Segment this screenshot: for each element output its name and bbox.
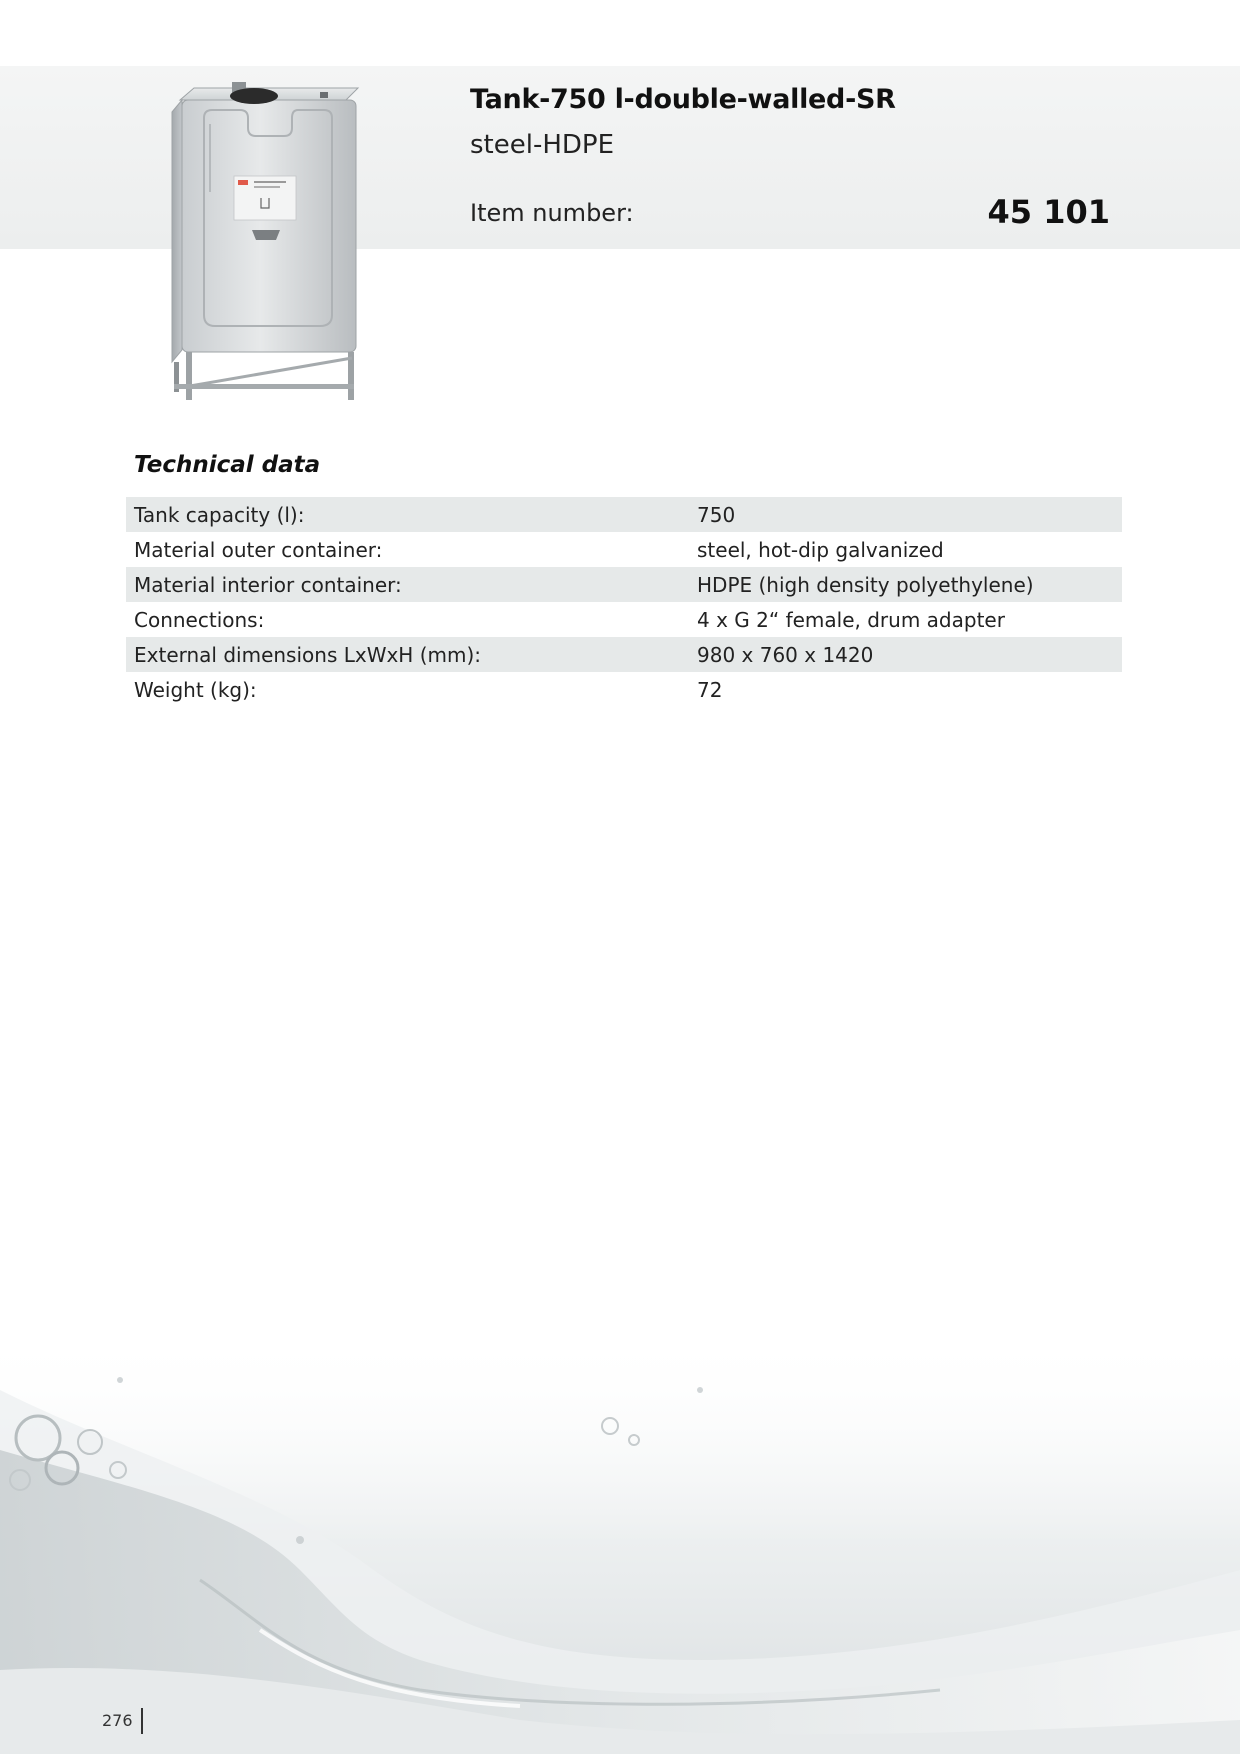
spec-row-outer-material [126, 532, 1122, 567]
item-number-value: 45 101 [987, 193, 1110, 231]
spec-value: 72 [697, 677, 723, 702]
spec-label: Weight (kg): [134, 677, 257, 702]
spec-row-capacity [126, 497, 1122, 532]
spec-value: 750 [689, 497, 1122, 532]
spec-row-weight [126, 672, 1122, 707]
spec-label: Material interior container: [126, 567, 689, 602]
spec-label: Tank capacity (l): [126, 497, 689, 532]
technical-data-heading: Technical data [134, 452, 321, 478]
tank-product-image [170, 80, 370, 402]
page-number: 276 [102, 1711, 133, 1730]
spec-value: steel, hot-dip galvanized [697, 537, 944, 562]
technical-data-table [126, 497, 1122, 707]
product-subtitle: steel-HDPE [470, 130, 615, 160]
spec-label: External dimensions LxWxH (mm): [126, 637, 689, 672]
spec-value: HDPE (high density polyethylene) [689, 567, 1122, 602]
spec-row-interior-material [126, 567, 1122, 602]
spec-label: Material outer container: [134, 537, 383, 562]
spec-value: 980 x 760 x 1420 [689, 637, 1122, 672]
water-splash-decoration [0, 1330, 1240, 1754]
item-number-label: Item number: [470, 199, 634, 227]
page-number-divider [141, 1708, 143, 1734]
spec-row-dimensions [126, 637, 1122, 672]
spec-label: Connections: [134, 607, 265, 632]
product-title: Tank-750 l-double-walled-SR [470, 84, 896, 115]
spec-row-connections [126, 602, 1122, 637]
spec-value: 4 x G 2“ female, drum adapter [697, 607, 1005, 632]
